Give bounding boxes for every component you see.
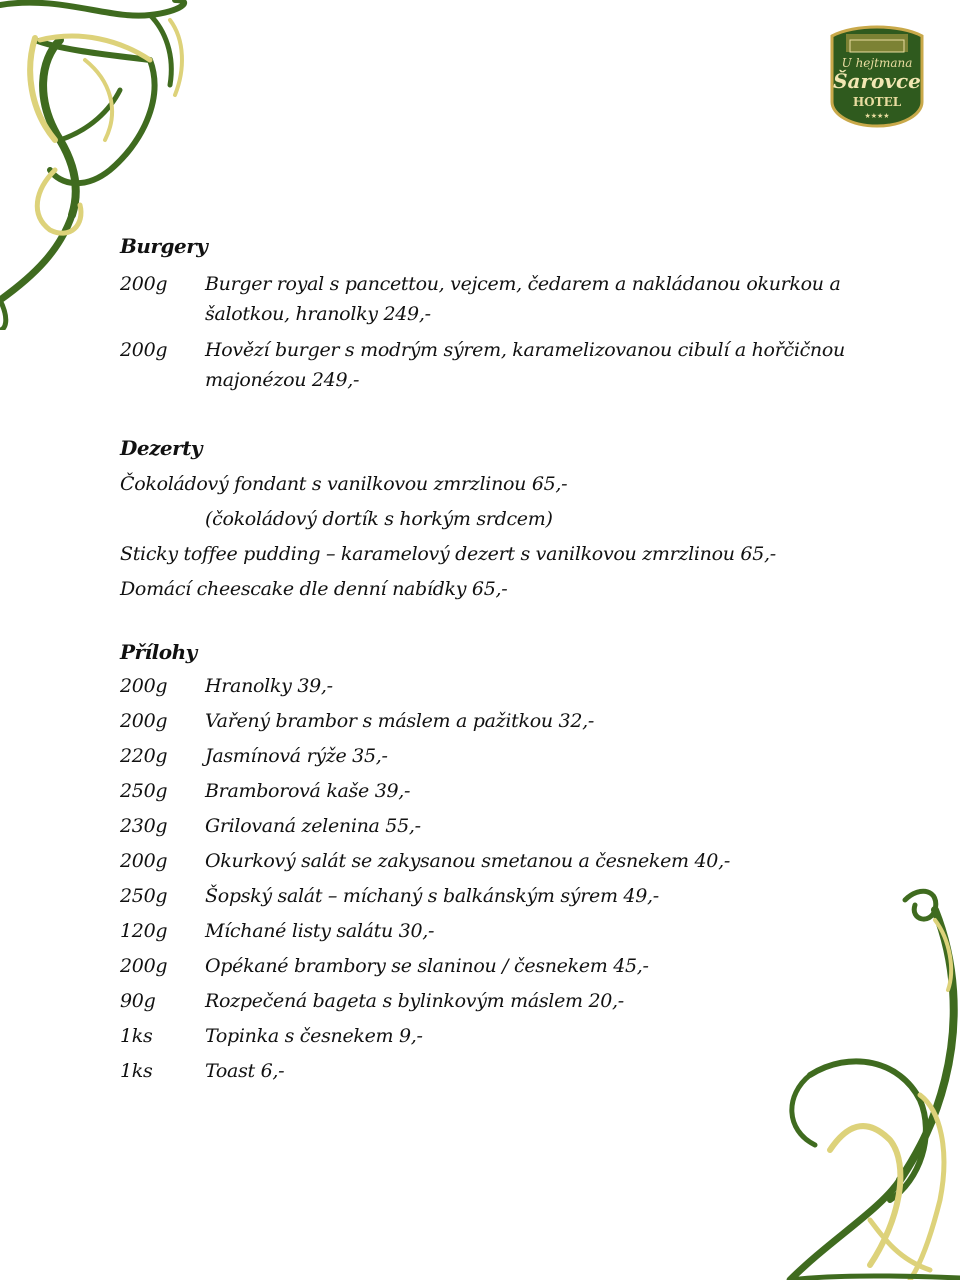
logo-stars: ★★★★ [864, 112, 890, 120]
item-text: Toast 6,- [205, 1060, 285, 1082]
item-weight: 250g [120, 885, 168, 907]
item-weight: 200g [120, 273, 168, 295]
dessert-note: (čokoládový dortík s horkým srdcem) [205, 508, 553, 530]
spacer [120, 401, 900, 433]
logo-line3: HOTEL [852, 95, 902, 109]
menu-item [120, 776, 900, 811]
spacer [120, 609, 900, 637]
menu-item [120, 335, 900, 401]
item-weight: 200g [120, 850, 168, 872]
section-title-dezerty: Dezerty [120, 436, 203, 460]
hotel-logo [824, 22, 930, 128]
item-weight: 90g [120, 990, 156, 1012]
menu-item [120, 881, 900, 916]
menu-item [120, 916, 900, 951]
item-weight: 200g [120, 675, 168, 697]
menu-item [120, 986, 900, 1021]
section-title-prilohy: Přílohy [120, 640, 197, 664]
item-text: Burger royal s pancettou, vejcem, čedarem a nakládanou okurkou a šalotkou, hranolky 249,- [205, 273, 841, 325]
logo-line1: U hejtmana [841, 56, 913, 70]
dessert-line: Čokoládový fondant s vanilkovou zmrzlinou 65,- [120, 473, 568, 495]
item-weight: 250g [120, 780, 168, 802]
item-weight: 200g [120, 955, 168, 977]
item-weight: 220g [120, 745, 168, 767]
menu-item [120, 811, 900, 846]
item-weight: 200g [120, 710, 168, 732]
item-weight: 120g [120, 920, 168, 942]
item-text: Opékané brambory se slaninou / česnekem 45,- [205, 955, 649, 977]
item-text: Bramborová kaše 39,- [205, 780, 411, 802]
spacer [120, 261, 900, 269]
menu-item [120, 706, 900, 741]
item-text: Topinka s česnekem 9,- [205, 1025, 423, 1047]
menu-item [120, 671, 900, 706]
item-weight: 200g [120, 339, 168, 361]
item-text: Okurkový salát se zakysanou smetanou a česnekem 40,- [205, 850, 730, 872]
logo-line2: Šarovce [833, 69, 921, 93]
menu-item [120, 269, 900, 335]
menu-item [120, 741, 900, 776]
item-text: Grilovaná zelenina 55,- [205, 815, 421, 837]
item-weight: 1ks [120, 1025, 153, 1047]
item-text: Vařený brambor s máslem a pažitkou 32,- [205, 710, 594, 732]
dessert-line: Sticky toffee pudding – karamelový dezert s vanilkovou zmrzlinou 65,- [120, 543, 776, 565]
menu-item [120, 1021, 900, 1056]
menu-item [120, 951, 900, 986]
item-text: Jasmínová rýže 35,- [205, 745, 388, 767]
dessert-line: Domácí cheescake dle denní nabídky 65,- [120, 578, 508, 600]
item-text: Míchané listy salátu 30,- [205, 920, 435, 942]
item-weight: 230g [120, 815, 168, 837]
item-text: Šopský salát – míchaný s balkánským sýrem 49,- [205, 885, 659, 907]
item-text: Hovězí burger s modrým sýrem, karamelizovanou cibulí a hořčičnou majonézou 249,- [205, 339, 845, 391]
menu-item [120, 1056, 900, 1091]
item-weight: 1ks [120, 1060, 153, 1082]
menu-content [120, 231, 900, 1091]
section-title-burgery: Burgery [120, 234, 208, 258]
menu-item [120, 846, 900, 881]
item-text: Hranolky 39,- [205, 675, 333, 697]
item-text: Rozpečená bageta s bylinkovým máslem 20,- [205, 990, 624, 1012]
